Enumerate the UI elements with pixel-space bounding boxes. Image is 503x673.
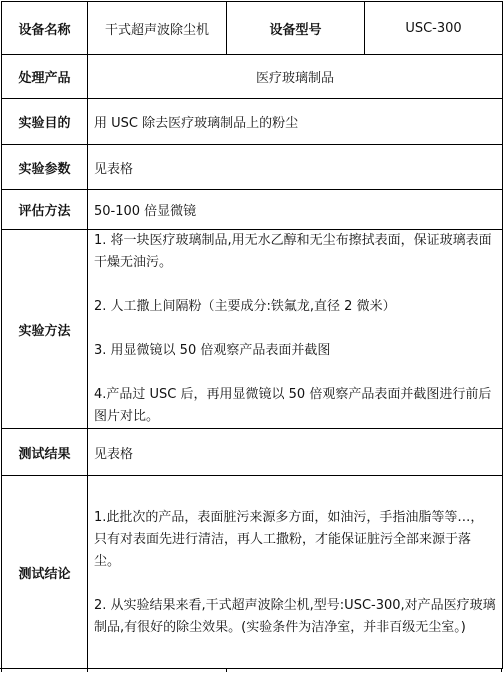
product-value: 医疗玻璃制品 xyxy=(88,55,503,99)
evaluation-row xyxy=(2,190,503,230)
conclusion-label: 测试结论 xyxy=(2,476,88,670)
next-row-divider xyxy=(1,668,2,672)
params-row xyxy=(2,145,503,190)
method-step: 2. 人工撒上间隔粉（主要成分:铁氟龙,直径 2 微米） xyxy=(94,299,396,314)
method-content xyxy=(88,230,503,429)
method-row xyxy=(2,230,503,429)
result-row xyxy=(2,429,503,476)
method-label: 实验方法 xyxy=(2,230,88,429)
next-row-border xyxy=(0,668,503,673)
device-name-label: 设备名称 xyxy=(2,2,88,55)
purpose-value: 用 USC 除去医疗玻璃制品上的粉尘 xyxy=(88,99,503,145)
device-model-label: 设备型号 xyxy=(227,2,365,55)
conclusion-row xyxy=(2,476,503,670)
params-label: 实验参数 xyxy=(2,145,88,190)
purpose-row xyxy=(2,99,503,145)
method-step: 3. 用显微镜以 50 倍观察产品表面并截图 xyxy=(94,343,331,358)
next-row-divider xyxy=(87,668,88,672)
device-name-value: 干式超声波除尘机 xyxy=(88,2,227,55)
params-value: 见表格 xyxy=(88,145,503,190)
evaluation-label: 评估方法 xyxy=(2,190,88,230)
next-row-divider xyxy=(501,668,502,672)
method-step: 1. 将一块医疗玻璃制品,用无水乙醇和无尘布擦拭表面，保证玻璃表面干燥无油污。 xyxy=(94,233,492,270)
conclusion-paragraph: 1.此批次的产品，表面脏污来源多方面，如油污，手指油脂等等…，只有对表面先进行清洁，再人工撒粉，才能保证脏污全部来源于落尘。 xyxy=(94,509,484,569)
purpose-label: 实验目的 xyxy=(2,99,88,145)
product-label: 处理产品 xyxy=(2,55,88,99)
result-label: 测试结果 xyxy=(2,429,88,476)
conclusion-paragraph: 2. 从实验结果来看,干式超声波除尘机,型号:USC-300,对产品医疗玻璃制品,有很好的除尘效果。(实验条件为洁净室，并非百级无尘室。) xyxy=(94,597,496,635)
method-step: 4.产品过 USC 后，再用显微镜以 50 倍观察产品表面并截图进行前后图片对比。 xyxy=(94,387,492,424)
result-value: 见表格 xyxy=(88,429,503,476)
evaluation-value: 50-100 倍显微镜 xyxy=(88,190,503,230)
product-row xyxy=(2,55,503,99)
conclusion-content xyxy=(88,476,503,670)
experiment-report-table xyxy=(1,1,503,670)
device-row xyxy=(2,2,503,55)
device-model-value: USC-300 xyxy=(365,2,503,55)
next-row-divider xyxy=(226,668,227,672)
